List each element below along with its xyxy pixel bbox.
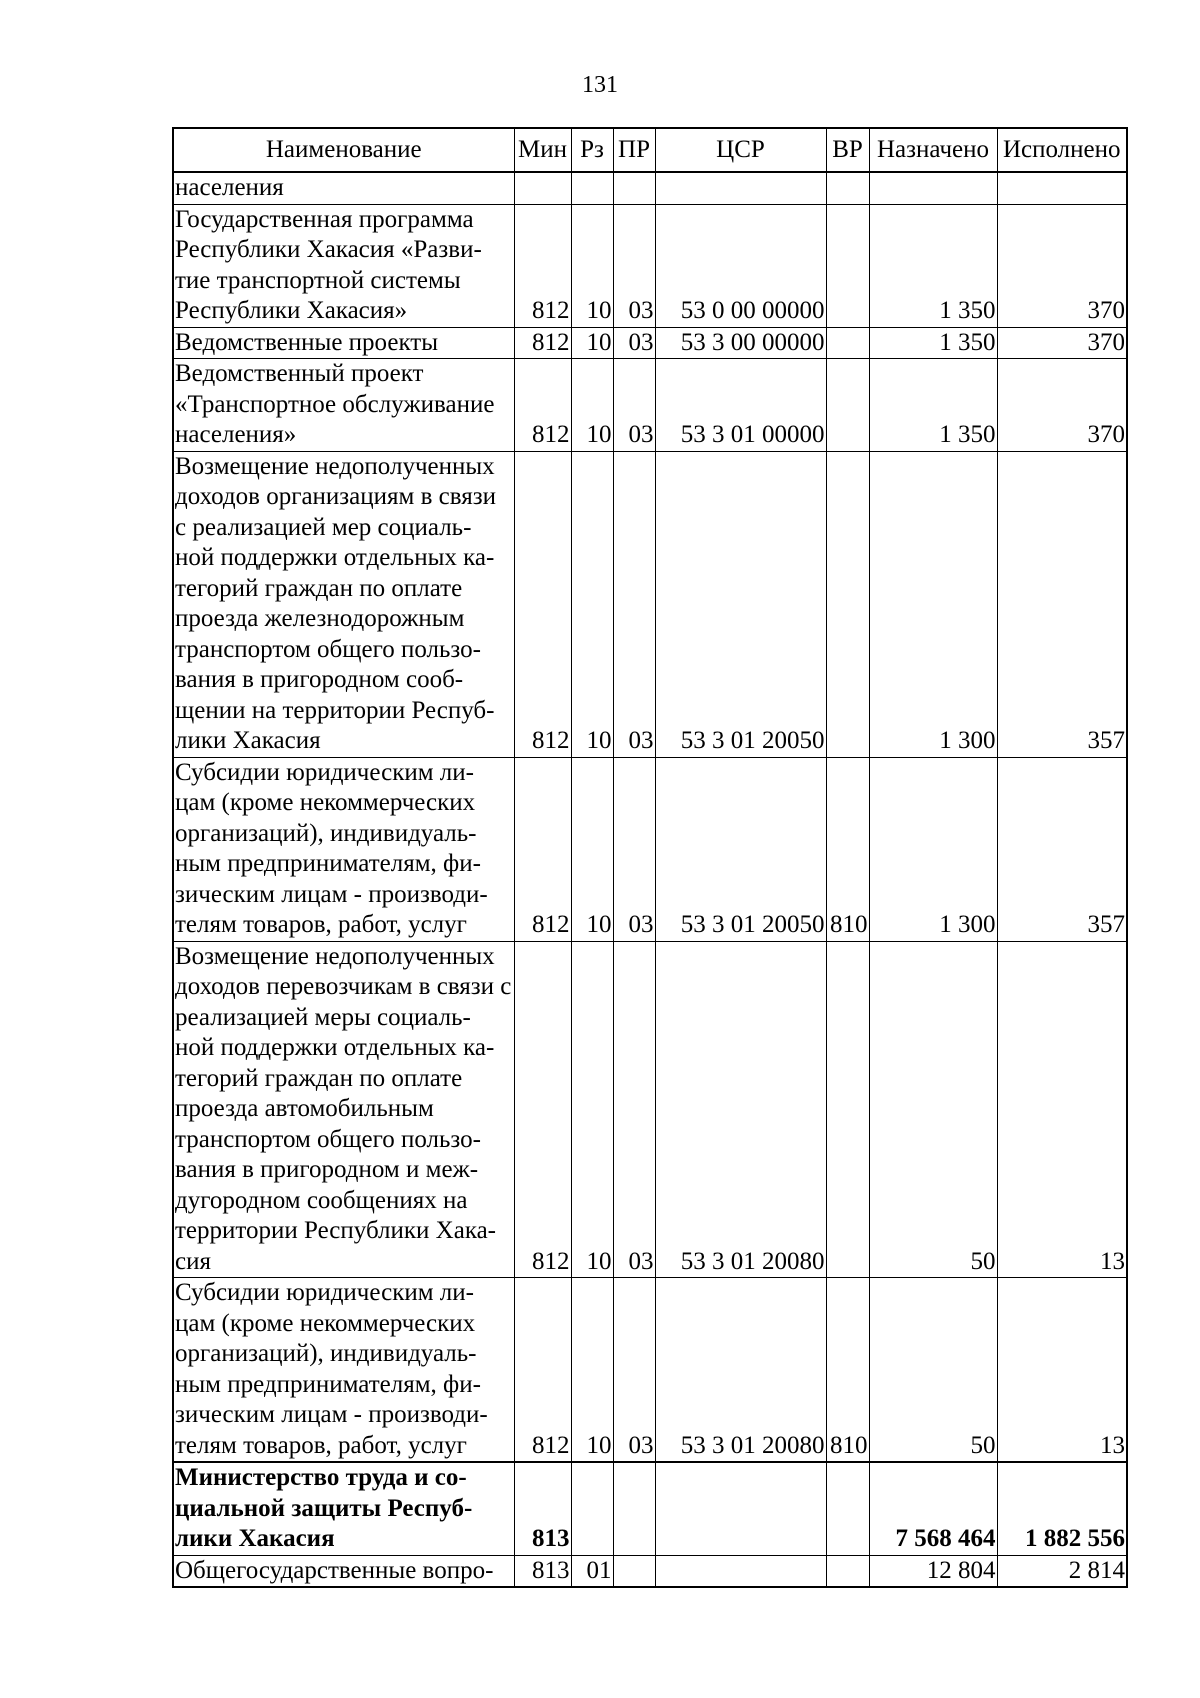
table-row [173,451,1127,757]
cell-assigned: 50 [869,941,997,1278]
cell-pr: 03 [613,941,655,1278]
cell-min [514,172,571,204]
table-row [173,1555,1127,1587]
cell-min: 813 [514,1555,571,1587]
cell-pr: 03 [613,204,655,327]
cell-assigned: 1 300 [869,451,997,757]
table-row [173,359,1127,452]
cell-csr [655,1462,826,1555]
cell-vr: 810 [826,1278,869,1463]
cell-executed: 13 [997,941,1127,1278]
cell-rz: 01 [571,1555,613,1587]
cell-pr [613,1555,655,1587]
cell-min: 812 [514,941,571,1278]
cell-assigned: 1 350 [869,359,997,452]
header-csr: ЦСР [655,128,826,172]
cell-assigned: 50 [869,1278,997,1463]
header-min: Мин [514,128,571,172]
cell-executed: 370 [997,204,1127,327]
header-rz: Рз [571,128,613,172]
table-row [173,757,1127,941]
cell-name: Субсидии юридическим ли- цам (кроме некоммерческих организаций), индивидуаль- ным предпринимателям, фи- зическим лицам - производи- телям товаров, работ, услуг [173,757,514,941]
cell-rz [571,1462,613,1555]
cell-executed: 357 [997,757,1127,941]
cell-rz: 10 [571,327,613,359]
cell-vr [826,204,869,327]
cell-pr [613,172,655,204]
cell-vr [826,327,869,359]
cell-pr: 03 [613,1278,655,1463]
cell-executed: 1 882 556 [997,1462,1127,1555]
cell-min: 812 [514,1278,571,1463]
cell-executed: 370 [997,327,1127,359]
header-name: Наименование [173,128,514,172]
cell-rz [571,172,613,204]
cell-csr: 53 3 01 20050 [655,451,826,757]
cell-name: населения [173,172,514,204]
cell-name: Общегосударственные вопро- [173,1555,514,1587]
cell-assigned: 7 568 464 [869,1462,997,1555]
cell-min: 812 [514,757,571,941]
cell-assigned [869,172,997,204]
table-row [173,327,1127,359]
cell-csr: 53 3 01 20080 [655,941,826,1278]
cell-csr: 53 0 00 00000 [655,204,826,327]
cell-name: Возмещение недополученных доходов перевозчикам в связи с реализацией меры социаль- ной поддержки отдельных ка- тегорий граждан по оплате проезда автомобильным транспортом общего пользо- вания в пригородном и меж- дугородном сообщениях на территории Республики Хака- сия [173,941,514,1278]
cell-name: Субсидии юридическим ли- цам (кроме некоммерческих организаций), индивидуаль- ным предпринимателям, фи- зическим лицам - производи- телям товаров, работ, услуг [173,1278,514,1463]
cell-min: 812 [514,359,571,452]
cell-name: Ведомственные проекты [173,327,514,359]
cell-assigned: 1 350 [869,204,997,327]
cell-executed: 357 [997,451,1127,757]
cell-vr [826,172,869,204]
cell-pr: 03 [613,757,655,941]
cell-csr: 53 3 00 00000 [655,327,826,359]
cell-csr: 53 3 01 20080 [655,1278,826,1463]
cell-assigned: 12 804 [869,1555,997,1587]
cell-rz: 10 [571,1278,613,1463]
header-assigned: Назначено [869,128,997,172]
table-row [173,1278,1127,1463]
cell-rz: 10 [571,941,613,1278]
cell-pr: 03 [613,451,655,757]
cell-executed: 370 [997,359,1127,452]
cell-rz: 10 [571,204,613,327]
table-row [173,941,1127,1278]
cell-executed [997,172,1127,204]
cell-executed: 13 [997,1278,1127,1463]
page-number: 131 [582,72,618,98]
cell-name: Возмещение недополученных доходов организациям в связи с реализацией мер социаль- ной поддержки отдельных ка- тегорий граждан по оплате проезда железнодорожным транспортом общего пользо- вания в пригородном сооб- щении на территории Респуб- лики Хакасия [173,451,514,757]
cell-min: 812 [514,327,571,359]
cell-min: 813 [514,1462,571,1555]
cell-rz: 10 [571,359,613,452]
cell-min: 812 [514,451,571,757]
cell-pr [613,1462,655,1555]
cell-name: Министерство труда и со- циальной защиты Респуб- лики Хакасия [173,1462,514,1555]
cell-executed: 2 814 [997,1555,1127,1587]
cell-csr: 53 3 01 00000 [655,359,826,452]
cell-vr [826,1555,869,1587]
cell-rz: 10 [571,451,613,757]
cell-rz: 10 [571,757,613,941]
cell-pr: 03 [613,327,655,359]
cell-vr [826,451,869,757]
header-pr: ПР [613,128,655,172]
budget-table [172,127,1128,1588]
cell-csr [655,172,826,204]
cell-name: Государственная программа Республики Хакасия «Разви- тие транспортной системы Республики Хакасия» [173,204,514,327]
cell-csr: 53 3 01 20050 [655,757,826,941]
table-row [173,172,1127,204]
header-vr: ВР [826,128,869,172]
cell-assigned: 1 350 [869,327,997,359]
cell-vr [826,941,869,1278]
cell-vr [826,1462,869,1555]
cell-pr: 03 [613,359,655,452]
table-body [173,172,1127,1587]
header-executed: Исполнено [997,128,1127,172]
table-header-row [173,128,1127,172]
cell-csr [655,1555,826,1587]
cell-vr: 810 [826,757,869,941]
cell-min: 812 [514,204,571,327]
cell-vr [826,359,869,452]
table-row [173,204,1127,327]
cell-name: Ведомственный проект «Транспортное обслуживание населения» [173,359,514,452]
table-row [173,1462,1127,1555]
cell-assigned: 1 300 [869,757,997,941]
